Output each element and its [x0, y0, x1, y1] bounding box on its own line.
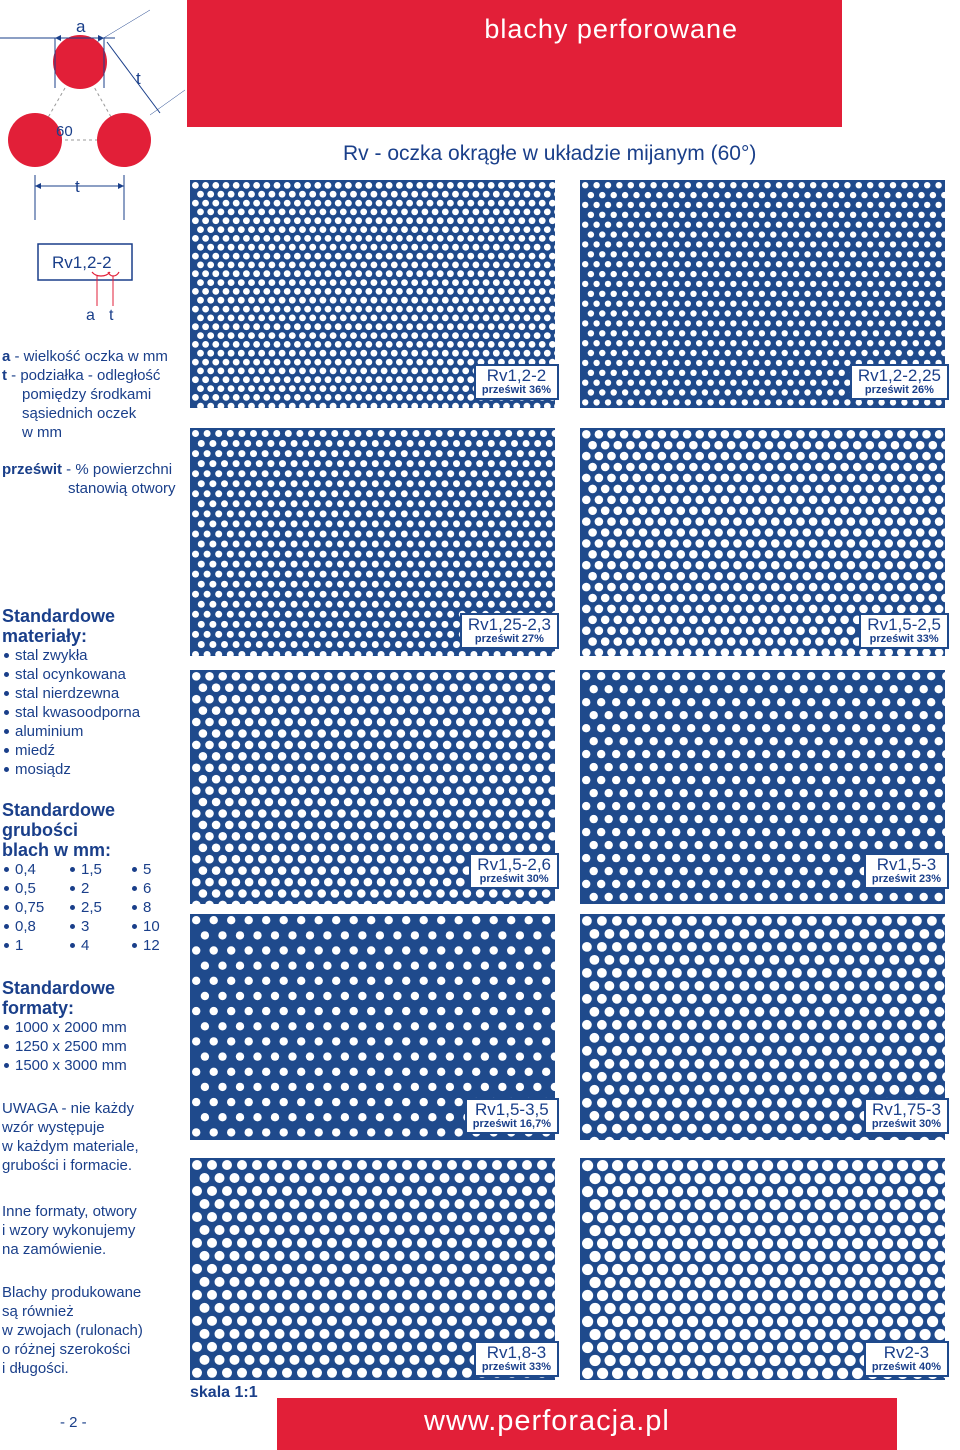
custom-note — [2, 1202, 137, 1259]
coils-line: i długości. — [2, 1360, 69, 1377]
warning-note — [2, 1099, 139, 1175]
thickness-heading-line2: grubości — [2, 820, 79, 840]
formats-list — [2, 1018, 127, 1075]
coils-line: w zwojach (rulonach) — [2, 1322, 143, 1339]
sample-label — [465, 1098, 559, 1134]
legend-przeswit-line2: stanowią otwory — [68, 480, 176, 497]
sample-label — [864, 853, 949, 889]
sample-code: Rv1,8-3 — [486, 1343, 547, 1362]
thickness-grid — [2, 860, 180, 955]
formats-heading-line1: Standardowe — [2, 978, 116, 998]
list-item: aluminium — [2, 722, 140, 741]
sample-label — [474, 364, 559, 400]
warning-line: w każdym materiale, — [2, 1138, 139, 1155]
list-item: 0,4 — [2, 860, 68, 879]
hole-circle-right — [97, 113, 151, 167]
custom-line: Inne formaty, otwory — [2, 1203, 137, 1220]
list-item: 6 — [130, 879, 180, 898]
hole-layout-diagram — [0, 0, 185, 320]
legend-t-key: t — [2, 367, 7, 384]
list-item: stal nierdzewna — [2, 684, 140, 703]
diagram-code-label-t: t — [109, 307, 114, 320]
list-item: stal kwasoodporna — [2, 703, 140, 722]
sample-przeswit: prześwit 30% — [871, 1118, 941, 1130]
sample-code: Rv1,5-2,6 — [477, 855, 551, 874]
legend-a-key: a — [2, 348, 11, 365]
page-subtitle: Rv - oczka okrągłe w układzie mijanym (60°) — [343, 142, 757, 165]
sample-przeswit: prześwit 36% — [481, 384, 551, 396]
materials-section — [2, 606, 140, 779]
sample-przeswit: prześwit 33% — [481, 1361, 551, 1373]
sample-code: Rv1,2-2 — [486, 366, 547, 385]
sample-przeswit: prześwit 40% — [871, 1361, 941, 1373]
sample-przeswit: prześwit 27% — [474, 633, 544, 645]
list-item: stal ocynkowana — [2, 665, 140, 684]
sample-code: Rv1,5-2,5 — [867, 615, 941, 634]
formats-heading-line2: formaty: — [2, 998, 75, 1018]
list-item: 8 — [130, 898, 180, 917]
formats-section — [2, 978, 127, 1075]
warning-line: wzór występuje — [2, 1119, 105, 1136]
list-item: mosiądz — [2, 760, 140, 779]
coils-note — [2, 1283, 143, 1378]
materials-list — [2, 646, 140, 779]
sample-label — [859, 613, 949, 649]
list-item: 2 — [68, 879, 130, 898]
legend-t-line4: w mm — [22, 424, 62, 441]
list-item: 1,5 — [68, 860, 130, 879]
legend — [2, 347, 176, 498]
list-item: 0,5 — [2, 879, 68, 898]
list-item: 12 — [130, 936, 180, 955]
page-number: - 2 - — [60, 1414, 87, 1431]
sample-code: Rv1,75-3 — [871, 1100, 941, 1119]
list-item: 4 — [68, 936, 130, 955]
sample-code: Rv1,25-2,3 — [467, 615, 551, 634]
warning-line: grubości i formacie. — [2, 1157, 133, 1174]
legend-przeswit-key: prześwit — [2, 461, 63, 478]
custom-line: na zamówienie. — [2, 1241, 107, 1258]
diagram-label-angle: 60 — [56, 123, 73, 140]
sample-label — [474, 1341, 559, 1377]
thickness-heading-line1: Standardowe — [2, 800, 116, 820]
legend-t-text: - podziałka - odległość — [7, 367, 161, 384]
list-item: 1 — [2, 936, 68, 955]
sample-przeswit: prześwit 23% — [871, 873, 941, 885]
warning-line: UWAGA - nie każdy — [2, 1100, 134, 1117]
thickness-column-2 — [68, 860, 130, 955]
sample-label — [864, 1098, 949, 1134]
thickness-column-3 — [130, 860, 180, 955]
materials-heading-line1: Standardowe — [2, 606, 116, 626]
list-item: 1000 x 2000 mm — [2, 1018, 127, 1037]
hole-circle-top — [53, 35, 107, 89]
sample-przeswit: prześwit 26% — [864, 384, 934, 396]
sample-code: Rv1,5-3 — [876, 855, 937, 874]
list-item: 10 — [130, 917, 180, 936]
list-item: miedź — [2, 741, 140, 760]
scale-label: skala 1:1 — [190, 1384, 258, 1401]
sample-przeswit: prześwit 30% — [479, 873, 549, 885]
sample-label — [460, 613, 559, 649]
sample-code: Rv1,5-3,5 — [475, 1100, 549, 1119]
sample-label — [850, 364, 949, 400]
diagram-code-example: Rv1,2-2 — [52, 253, 112, 272]
page-title: blachy perforowane — [484, 14, 738, 44]
list-item: 1250 x 2500 mm — [2, 1037, 127, 1056]
hole-circle-left — [8, 113, 62, 167]
custom-line: i wzory wykonujemy — [2, 1222, 136, 1239]
materials-heading-line2: materiały: — [2, 626, 88, 646]
diagram-label-t-bottom: t — [75, 177, 80, 196]
diagram-code-label-a: a — [86, 307, 95, 320]
legend-t-line3: sąsiednich oczek — [22, 405, 137, 422]
list-item: 1500 x 3000 mm — [2, 1056, 127, 1075]
sample-przeswit: prześwit 33% — [869, 633, 939, 645]
thickness-section — [2, 800, 180, 955]
list-item: 2,5 — [68, 898, 130, 917]
list-item: stal zwykła — [2, 646, 140, 665]
diagram-label-t-top: t — [136, 69, 141, 88]
coils-line: o różnej szerokości — [2, 1341, 131, 1358]
sample-przeswit: prześwit 16,7% — [472, 1118, 551, 1130]
thickness-column-1 — [2, 860, 68, 955]
coils-line: są również — [2, 1303, 74, 1320]
list-item: 0,75 — [2, 898, 68, 917]
sample-label — [469, 853, 559, 889]
diagram-label-a: a — [76, 17, 86, 36]
list-item: 5 — [130, 860, 180, 879]
legend-a-text: - wielkość oczka w mm — [10, 348, 168, 365]
legend-przeswit-text: - % powierzchni — [62, 461, 173, 478]
sample-code: Rv2-3 — [883, 1343, 930, 1362]
list-item: 0,8 — [2, 917, 68, 936]
legend-t-line2: pomiędzy środkami — [22, 386, 152, 403]
sample-code: Rv1,2-2,25 — [857, 366, 941, 385]
coils-line: Blachy produkowane — [2, 1284, 142, 1301]
list-item: 3 — [68, 917, 130, 936]
thickness-heading-line3: blach w mm: — [2, 840, 112, 860]
website-url[interactable]: www.perforacja.pl — [424, 1405, 670, 1437]
sample-label — [864, 1341, 949, 1377]
